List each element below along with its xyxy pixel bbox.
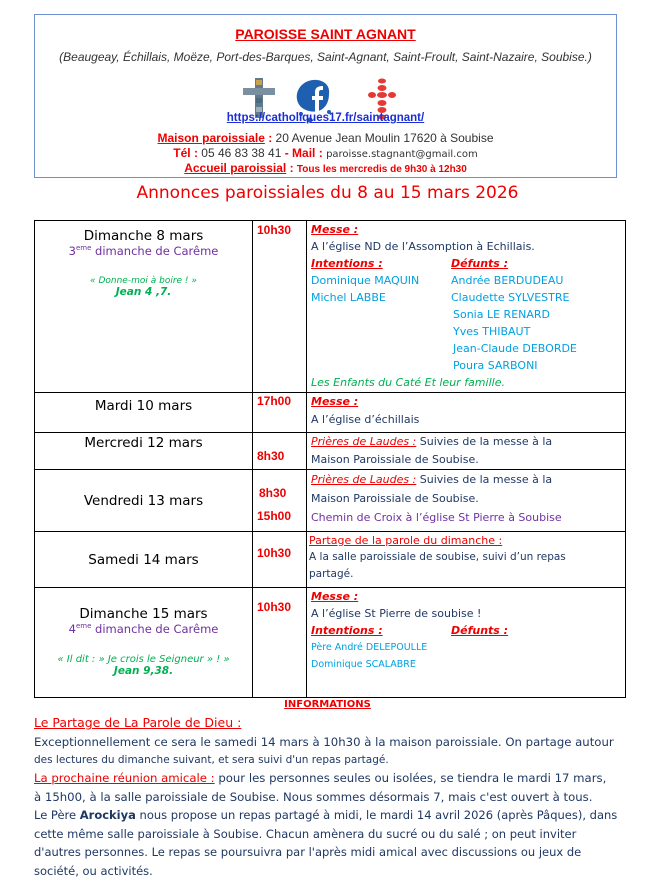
place: A l’église d’échillais	[311, 413, 420, 426]
day-name: Dimanche 8 mars	[83, 228, 204, 244]
defunt-name: Sonia LE RENARD	[453, 308, 551, 321]
gospel-ref: Jean 9,38.	[113, 665, 174, 677]
defunts-label: Défunts :	[451, 624, 509, 637]
day-name: Vendredi 13 mars	[83, 492, 204, 509]
repas-line: cette même salle paroissiale à Soubise. Chacun amènera du sucré ou du salé ; on peut inviter	[34, 826, 577, 841]
info-reunion	[34, 769, 634, 806]
details-cell	[307, 532, 626, 588]
sunday-text: dimanche de Carême	[91, 622, 219, 636]
repas-text: nous propose un repas partagé à midi, le mardi 14 avril 2026 (après Pâques), dans	[135, 808, 618, 822]
defunt-name: Poura SARBONI	[453, 359, 538, 372]
messe-label: Messe :	[311, 395, 359, 408]
partage-text: A la salle paroissiale de soubise, suivi d’un repas	[309, 551, 566, 563]
tel-label: Tél :	[173, 146, 202, 160]
maison-label: Maison paroissiale	[157, 131, 265, 145]
time-cell	[253, 588, 307, 698]
schedule-table	[34, 220, 626, 698]
intention-name: Dominique SCALABRE	[311, 659, 416, 670]
partage-line: Exceptionnellement ce sera le samedi 14 mars à 10h30 à la maison paroissiale. On partage autour	[34, 734, 614, 749]
intention-name: Père André DELEPOULLE	[311, 642, 428, 653]
time: 10h30	[257, 223, 292, 237]
repas-line: d'autres personnes. Le repas se poursuivra par l'après midi amical avec discussions ou jeux de	[34, 845, 582, 859]
parish-villages: (Beaugeay, Échillais, Moëze, Port-des-Barques, Saint-Agnant, Saint-Froult, Saint-Nazaire, Soubise.)	[59, 50, 592, 64]
time: 15h00	[257, 509, 292, 523]
gospel-quote: « Donne-moi à boire ! »	[90, 276, 197, 286]
partage-title: Le Partage de La Parole de Dieu :	[34, 715, 242, 730]
schedule-row	[35, 532, 626, 588]
contact-line	[35, 146, 616, 160]
maison-line	[35, 131, 616, 145]
defunt-name: Claudette SYLVESTRE	[451, 291, 570, 304]
time: 10h30	[257, 546, 292, 560]
sunday-label	[35, 622, 252, 636]
place: A l’église St Pierre de soubise !	[311, 607, 482, 620]
time: 8h30	[257, 449, 285, 463]
details-cell	[307, 588, 626, 698]
laudes-text: Suivies de la messe à la	[416, 435, 553, 448]
intention-name: Dominique MAQUIN	[311, 274, 420, 287]
sunday-text: dimanche de Carême	[91, 244, 219, 258]
details-cell	[307, 470, 626, 532]
time-cell	[253, 532, 307, 588]
reunion-title: La prochaine réunion amicale :	[34, 771, 215, 785]
reunion-line: à 15h00, à la salle paroissiale de Soubise. Nous sommes désormais 7, mais c'est ouvert à tous.	[34, 789, 593, 804]
accueil-line	[35, 161, 616, 175]
laudes-place: Maison Paroissiale de Soubise.	[311, 492, 479, 505]
laudes-place: Maison Paroissiale de Soubise.	[311, 453, 479, 466]
sunday-number: 3	[68, 244, 76, 258]
intentions-label: Intentions :	[311, 257, 383, 270]
accueil-label: Accueil paroissial	[184, 161, 287, 175]
details-cell	[307, 433, 626, 470]
informations-title: INFORMATIONS	[284, 699, 371, 710]
tel-value: 05 46 83 38 41	[201, 146, 282, 160]
laudes-text: Suivies de la messe à la	[416, 473, 553, 486]
schedule-row	[35, 221, 626, 393]
info-repas	[34, 806, 634, 880]
messe-label: Messe :	[311, 590, 359, 603]
day-cell	[35, 393, 253, 433]
day-name: Dimanche 15 mars	[79, 606, 208, 622]
time: 10h30	[257, 600, 292, 614]
chemin-de-croix: Chemin de Croix à l’église St Pierre à Soubise	[311, 511, 562, 524]
accueil-hours: Tous les mercredis de 9h30 à 12h30	[296, 164, 467, 175]
place: A l’église ND de l’Assomption à Echillais.	[311, 240, 535, 253]
mail-separator: -	[281, 146, 293, 160]
time-cell	[253, 433, 307, 470]
day-name: Samedi 14 mars	[88, 551, 199, 568]
day-name: Mardi 10 mars	[94, 398, 193, 414]
schedule-row	[35, 393, 626, 433]
time: 8h30	[259, 486, 287, 500]
extra-note: Les Enfants du Caté Et leur famille.	[311, 376, 505, 389]
time-cell	[253, 221, 307, 393]
repas-line: société, ou activités.	[34, 863, 153, 878]
sunday-label	[35, 244, 252, 258]
reunion-text: pour les personnes seules ou isolées, se tiendra le mardi 17 mars,	[214, 771, 607, 785]
laudes-label: Prières de Laudes :	[311, 473, 417, 486]
intentions-label: Intentions :	[311, 624, 383, 637]
accueil-separator: :	[286, 161, 297, 175]
laudes-label: Prières de Laudes :	[311, 435, 417, 448]
sunday-sup: eme	[75, 244, 92, 253]
defunt-name: Yves THIBAUT	[453, 325, 531, 338]
mail-value[interactable]: paroisse.stagnant@gmail.com	[326, 149, 478, 160]
day-cell	[35, 532, 253, 588]
details-cell	[307, 393, 626, 433]
time-cell	[253, 393, 307, 433]
day-name: Mercredi 12 mars	[84, 435, 203, 451]
annonces-title: Annonces paroissiales du 8 au 15 mars 2026	[136, 183, 519, 203]
info-partage	[34, 714, 634, 770]
day-cell	[35, 221, 253, 393]
maison-separator: :	[264, 131, 276, 145]
partage-label: Partage de la parole du dimanche :	[309, 534, 503, 547]
day-cell	[35, 433, 253, 470]
gospel-quote: « Il dit : » Je crois le Seigneur » ! »	[57, 654, 230, 665]
parish-website-link[interactable]: https://catholiques17.fr/saintagnant/	[226, 112, 425, 124]
schedule-row	[35, 433, 626, 470]
defunt-name: Andrée BERDUDEAU	[451, 274, 564, 287]
partage-line: des lectures du dimanche suivant, et sera suivi d'un repas partagé.	[34, 754, 389, 766]
defunt-name: Jean-Claude DEBORDE	[453, 342, 577, 355]
time-cell	[253, 470, 307, 532]
day-cell	[35, 588, 253, 698]
sunday-number: 4	[68, 622, 76, 636]
parish-header	[34, 14, 617, 178]
mail-label: Mail :	[292, 146, 327, 160]
maison-address: 20 Avenue Jean Moulin 17620 à Soubise	[275, 131, 494, 145]
defunts-label: Défunts :	[451, 257, 509, 270]
gospel-ref: Jean 4 ,7.	[115, 286, 172, 298]
messe-label: Messe :	[311, 223, 359, 236]
day-cell	[35, 470, 253, 532]
parish-title: PAROISSE SAINT AGNANT	[235, 26, 416, 42]
time: 17h00	[257, 394, 292, 408]
sunday-sup: eme	[75, 622, 92, 631]
schedule-row	[35, 588, 626, 698]
intention-name: Michel LABBE	[311, 291, 386, 304]
repas-name: Arockiya	[79, 808, 136, 822]
schedule-row	[35, 470, 626, 532]
partage-text: partagé.	[309, 568, 354, 580]
details-cell	[307, 221, 626, 393]
repas-pre: Le Père	[34, 808, 80, 822]
